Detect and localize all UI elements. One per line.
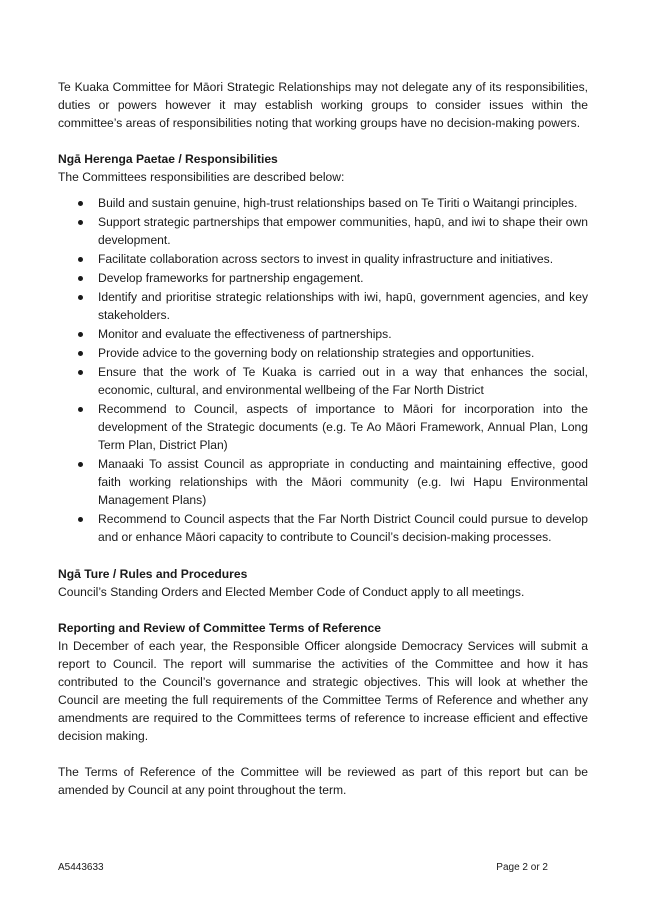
list-item: Support strategic partnerships that empower communities, hapū, and iwi to shape their own development. bbox=[58, 213, 588, 249]
list-item: Identify and prioritise strategic relationships with iwi, hapū, government agencies, and key stakeholders. bbox=[58, 288, 588, 324]
bullet-icon bbox=[78, 295, 83, 300]
list-item: Provide advice to the governing body on relationship strategies and opportunities. bbox=[58, 344, 588, 362]
document-page bbox=[58, 78, 588, 799]
list-item: Ensure that the work of Te Kuaka is carried out in a way that enhances the social, economic, cultural, and environmental wellbeing of the Far North District bbox=[58, 363, 588, 399]
list-item: Facilitate collaboration across sectors to invest in quality infrastructure and initiatives. bbox=[58, 250, 588, 268]
list-item: Manaaki To assist Council as appropriate in conducting and maintaining effective, good faith working relationships with the Māori community (e.g. Iwi Hapu Environmental Management Plans) bbox=[58, 455, 588, 509]
responsibilities-lead: The Committees responsibilities are described below: bbox=[58, 170, 345, 184]
responsibilities-heading: Ngā Herenga Paetae / Responsibilities bbox=[58, 152, 278, 166]
rules-text: Council’s Standing Orders and Elected Member Code of Conduct apply to all meetings. bbox=[58, 585, 525, 599]
bullet-icon bbox=[78, 276, 83, 281]
bullet-icon bbox=[78, 407, 83, 412]
reporting-heading: Reporting and Review of Committee Terms of Reference bbox=[58, 621, 382, 635]
list-item: Recommend to Council, aspects of importance to Māori for incorporation into the development of the Strategic documents (e.g. Te Ao Māori Framework, Annual Plan, Long Term Plan, District Plan) bbox=[58, 400, 588, 454]
page-footer bbox=[58, 862, 548, 873]
rules-section bbox=[58, 565, 588, 601]
intro-paragraph: Te Kuaka Committee for Māori Strategic Relationships may not delegate any of its responsibilities, duties or powers however it may establish working groups to consider issues within the committee’s areas of responsibilities noting that working groups have no decision-making powers. bbox=[58, 80, 588, 130]
list-item: Build and sustain genuine, high-trust relationships based on Te Tiriti o Waitangi principles. bbox=[58, 194, 588, 212]
reporting-text: In December of each year, the Responsible Officer alongside Democracy Services will submit a report to Council. The report will summarise the activities of the Committee and how it has contributed to the Council’s governance and strategic objectives. This will look at whether the Council are meeting the full requirements of the Committee Terms of Reference and whether any amendments are required to the Committees terms of reference to increase efficient and effective decision making. bbox=[58, 639, 588, 743]
bullet-icon bbox=[78, 257, 83, 262]
bullet-icon bbox=[78, 370, 83, 375]
bullet-icon bbox=[78, 462, 83, 467]
rules-heading: Ngā Ture / Rules and Procedures bbox=[58, 567, 248, 581]
list-item: Recommend to Council aspects that the Far North District Council could pursue to develop and or enhance Māori capacity to contribute to Council’s decision-making processes. bbox=[58, 510, 588, 546]
document-id: A5443633 bbox=[58, 862, 104, 873]
responsibilities-list bbox=[58, 194, 588, 546]
bullet-icon bbox=[78, 332, 83, 337]
page-number: Page 2 or 2 bbox=[496, 862, 548, 873]
bullet-icon bbox=[78, 351, 83, 356]
bullet-icon bbox=[78, 220, 83, 225]
reporting-section bbox=[58, 619, 588, 799]
bullet-icon bbox=[78, 517, 83, 522]
bullet-icon bbox=[78, 201, 83, 206]
reporting-text-2: The Terms of Reference of the Committee will be reviewed as part of this report but can be amended by Council at any point throughout the term. bbox=[58, 765, 588, 797]
list-item: Monitor and evaluate the effectiveness of partnerships. bbox=[58, 325, 588, 343]
responsibilities-section bbox=[58, 150, 588, 546]
list-item: Develop frameworks for partnership engagement. bbox=[58, 269, 588, 287]
